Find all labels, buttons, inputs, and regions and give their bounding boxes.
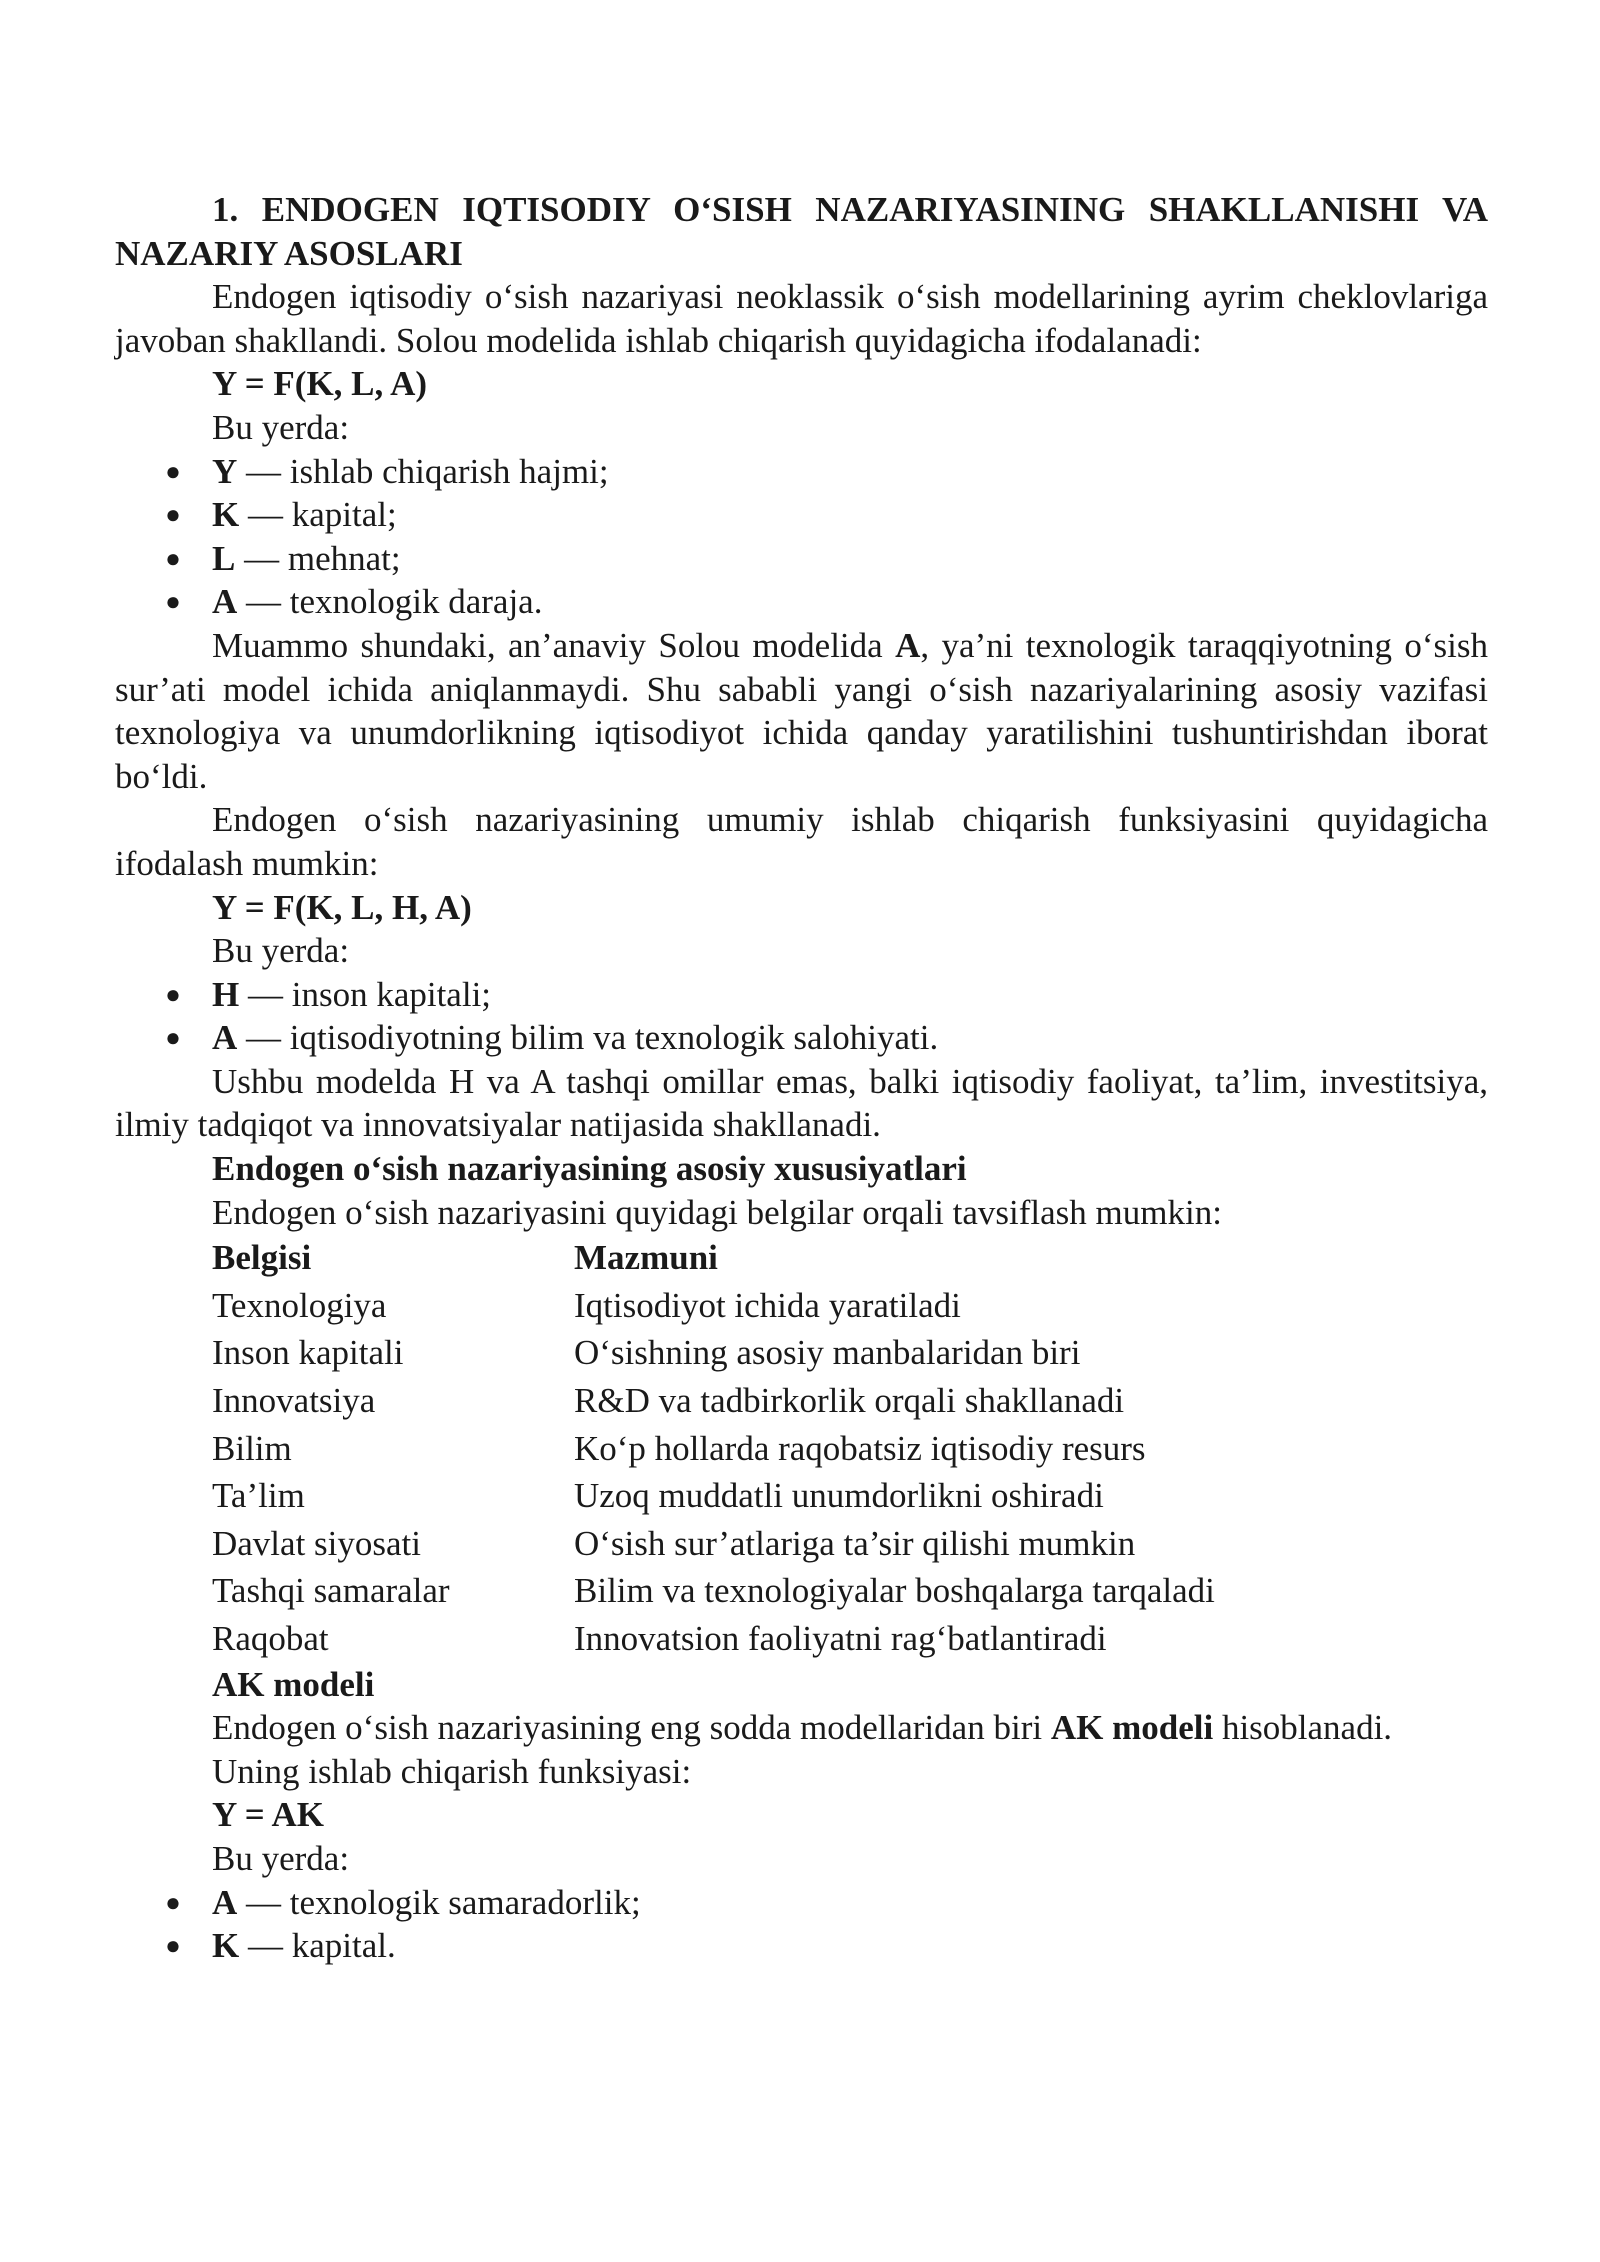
bullet-icon: ● — [165, 500, 181, 530]
table-cell: Uzoq muddatli unumdorlikni oshiradi — [574, 1476, 1104, 1516]
paragraph-problem-end: , ya’ni texnologik taraqqiyotning o‘sish sur’ati model ichida aniqlanmaydi. Shu sababli yangi o‘sish nazariyalarining asosiy vazifasi texnologiya va unumdorlikning iqtisodiyot ichida qanday yaratilishini tushuntirishdan iborat bo‘ldi. — [115, 625, 1488, 796]
list-item — [115, 493, 1488, 537]
table-cell: O‘sishning asosiy manbalaridan biri — [574, 1333, 1081, 1373]
list-term: Y — [212, 451, 238, 491]
bullet-icon: ● — [165, 1931, 181, 1961]
bullet-icon: ● — [165, 1023, 181, 1053]
table-cell: R&D va tadbirkorlik orqali shakllanadi — [574, 1381, 1125, 1421]
document-page — [115, 188, 1488, 1968]
table-row — [212, 1329, 1488, 1377]
bullet-icon: ● — [165, 456, 181, 486]
subheading-ak-model: AK modeli — [212, 1664, 375, 1704]
bullet-icon: ● — [165, 979, 181, 1009]
table-cell: Davlat siyosati — [212, 1523, 421, 1563]
list-item — [115, 973, 1488, 1017]
list-desc: — ishlab chiqarish hajmi; — [237, 451, 609, 491]
list-desc: — kapital. — [239, 1926, 396, 1966]
formula-ak: Y = AK — [212, 1795, 324, 1835]
section-heading: 1. ENDOGEN IQTISODIY O‘SISH NAZARIYASINING SHAKLLANISHI VA NAZARIY ASOSLARI — [115, 190, 1488, 273]
table-row — [212, 1520, 1488, 1568]
variable-list-ak — [115, 1881, 1488, 1968]
list-desc: — kapital; — [239, 495, 397, 535]
table-cell: Texnologiya — [212, 1285, 387, 1325]
table-cell: Ta’lim — [212, 1476, 305, 1516]
table-cell: Inson kapitali — [212, 1333, 404, 1373]
table-row — [212, 1425, 1488, 1473]
table-cell: Iqtisodiyot ichida yaratiladi — [574, 1285, 961, 1325]
table-cell: O‘sish sur’atlariga ta’sir qilishi mumkin — [574, 1523, 1136, 1563]
bullet-icon: ● — [165, 587, 181, 617]
list-item — [115, 580, 1488, 624]
where-label: Bu yerda: — [212, 931, 350, 971]
table-cell: Tashqi samaralar — [212, 1571, 450, 1611]
paragraph-problem-start: Muammo shundaki, an’anaviy Solou modelida — [212, 625, 896, 665]
table-header-row — [212, 1234, 1488, 1282]
list-term: L — [212, 538, 236, 578]
list-desc: — inson kapitali; — [239, 974, 492, 1014]
paragraph-problem — [115, 624, 1488, 798]
table-row — [212, 1472, 1488, 1520]
paragraph-ak-bold: AK modeli — [1050, 1708, 1214, 1748]
list-desc: — mehnat; — [235, 538, 401, 578]
list-term: K — [212, 1926, 240, 1966]
list-term: A — [212, 1882, 238, 1922]
paragraph-intro: Endogen iqtisodiy o‘sish nazariyasi neoklassik o‘sish modellarining ayrim cheklovlariga javoban shakllandi. Solou modelida ishlab chiqarish quyidagicha ifodalanadi: — [115, 277, 1488, 360]
where-label: Bu yerda: — [212, 407, 350, 447]
table-cell: Bilim va texnologiyalar boshqalarga tarqaladi — [574, 1571, 1215, 1611]
table-row — [212, 1615, 1488, 1663]
table-row — [212, 1282, 1488, 1330]
table-row — [212, 1567, 1488, 1615]
list-item — [115, 1881, 1488, 1925]
table-header-cell: Belgisi — [212, 1238, 312, 1278]
list-term: A — [212, 582, 238, 622]
paragraph-ak-end: hisoblanadi. — [1213, 1708, 1393, 1748]
variable-list-endogenous — [115, 973, 1488, 1060]
list-term: K — [212, 495, 240, 535]
table-cell: Ko‘p hollarda raqobatsiz iqtisodiy resurs — [574, 1428, 1146, 1468]
list-desc: — texnologik samaradorlik; — [237, 1882, 641, 1922]
list-term: A — [212, 1018, 238, 1058]
where-label: Bu yerda: — [212, 1838, 350, 1878]
list-item — [115, 537, 1488, 581]
features-table — [212, 1234, 1488, 1662]
paragraph-problem-bold: A — [895, 625, 921, 665]
paragraph-ak-start: Endogen o‘sish nazariyasining eng sodda modellaridan biri — [212, 1708, 1051, 1748]
table-cell: Raqobat — [212, 1619, 329, 1658]
table-row — [212, 1377, 1488, 1425]
variable-list-solow — [115, 450, 1488, 624]
subheading-features: Endogen o‘sish nazariyasining asosiy xususiyatlari — [212, 1149, 967, 1189]
list-desc: — texnologik daraja. — [237, 582, 543, 622]
formula-endogenous: Y = F(K, L, H, A) — [212, 887, 472, 927]
paragraph-general-function: Endogen o‘sish nazariyasining umumiy ishlab chiqarish funksiyasini quyidagicha ifodalash mumkin: — [115, 800, 1488, 883]
list-item — [115, 450, 1488, 494]
formula-solow: Y = F(K, L, A) — [212, 364, 428, 404]
paragraph-ak-function: Uning ishlab chiqarish funksiyasi: — [212, 1751, 692, 1791]
paragraph-model-explanation: Ushbu modelda H va A tashqi omillar emas, balki iqtisodiy faoliyat, ta’lim, investitsiya, ilmiy tadqiqot va innovatsiyalar natijasida shakllanadi. — [115, 1061, 1488, 1145]
list-item — [115, 1924, 1488, 1968]
list-desc: — iqtisodiyotning bilim va texnologik salohiyati. — [237, 1018, 939, 1058]
table-cell: Bilim — [212, 1428, 292, 1468]
table-header-cell: Mazmuni — [574, 1238, 718, 1278]
bullet-icon: ● — [165, 1887, 181, 1917]
paragraph-ak-intro — [115, 1706, 1488, 1750]
list-item — [115, 1016, 1488, 1060]
table-cell: Innovatsion faoliyatni rag‘batlantiradi — [574, 1619, 1107, 1658]
paragraph-features-intro: Endogen o‘sish nazariyasini quyidagi belgilar orqali tavsiflash mumkin: — [212, 1192, 1222, 1232]
list-term: H — [212, 974, 240, 1014]
bullet-icon: ● — [165, 543, 181, 573]
table-cell: Innovatsiya — [212, 1381, 376, 1421]
